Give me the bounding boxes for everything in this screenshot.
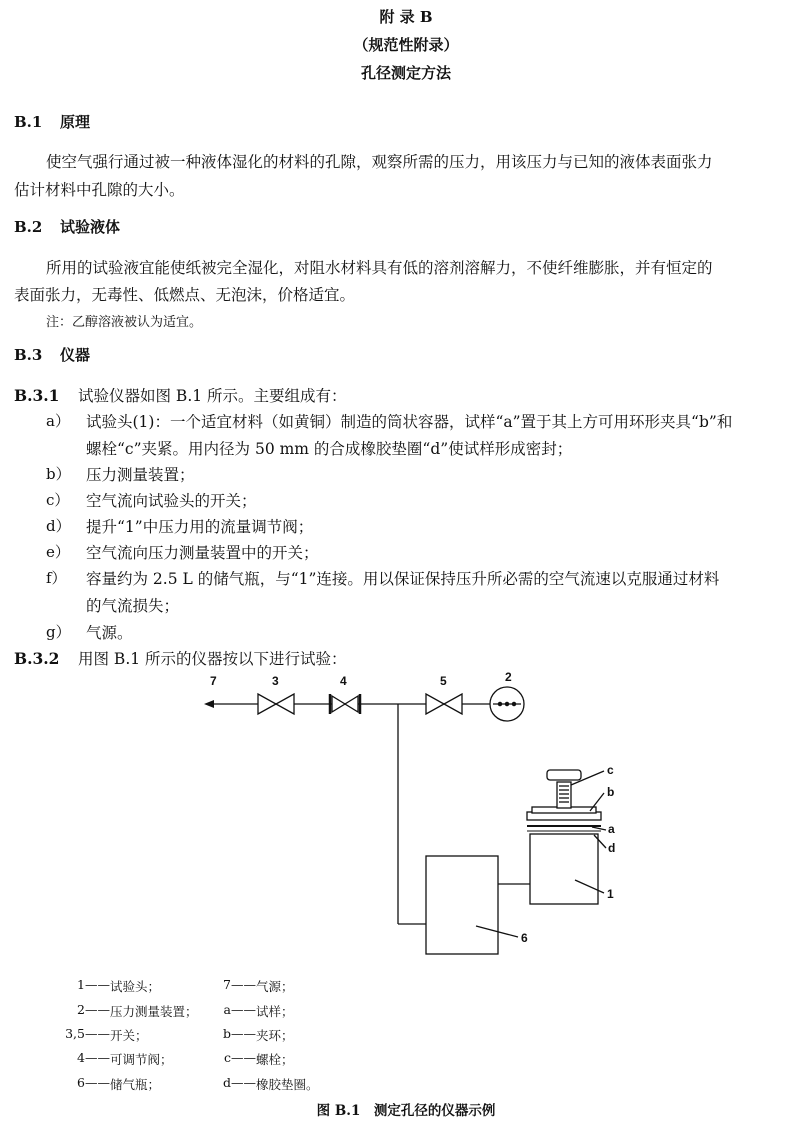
label-6: 6 <box>521 931 528 945</box>
section-title: 原理 <box>60 113 91 131</box>
legend-text: 试样； <box>256 1004 294 1019</box>
list-item-line: 气源。 <box>86 624 133 642</box>
label-c: c <box>607 763 614 777</box>
legend-text: 气源； <box>256 979 294 994</box>
note-text: 注：乙醇溶液被认为适宜。 <box>46 315 203 330</box>
legend-key: 2—— <box>77 1002 110 1017</box>
legend-key-text: 6 <box>77 1075 85 1090</box>
label-4: 4 <box>340 674 347 688</box>
legend-text: 开关； <box>110 1028 148 1043</box>
legend-key: 7—— <box>223 977 256 992</box>
list-item-mark: b） <box>46 465 71 483</box>
label-1: 1 <box>607 887 614 901</box>
section-number: B.3 <box>14 346 43 364</box>
label-d: d <box>608 841 616 855</box>
label-7: 7 <box>210 674 217 688</box>
figure-caption: 图 B.1 测定孔径的仪器示例 <box>316 1103 496 1119</box>
section-title: 试验液体 <box>60 218 121 236</box>
valve-5-icon <box>426 694 444 714</box>
legend-text: 可调节阀； <box>110 1052 173 1067</box>
label-a: a <box>608 822 615 836</box>
legend-text: 储气瓶； <box>110 1077 161 1092</box>
legend-key-text: d <box>222 1075 231 1090</box>
reservoir-6 <box>426 856 498 954</box>
legend-text: 压力测量装置； <box>110 1004 198 1019</box>
paragraph-line: 所用的试验液宜能使纸被完全湿化，对阻水材料具有低的溶剂溶解力，不使纤维膨胀，并有恒定的 <box>46 259 713 277</box>
list-item-line: 螺栓“c”夹紧。用内径为 50 mm 的合成橡胶垫圈“d”使试样形成密封； <box>86 440 573 458</box>
section-title: 仪器 <box>60 346 91 364</box>
label-5: 5 <box>440 674 447 688</box>
legend-key: d—— <box>222 1075 256 1090</box>
section-number: B.1 <box>14 113 43 131</box>
legend-key-text: c <box>223 1050 231 1065</box>
list-item-mark: c） <box>46 491 70 509</box>
list-item-mark: g） <box>46 623 71 641</box>
list-item-line: 容量约为 2.5 L 的储气瓶，与“1”连接。用以保证保持压升所必需的空气流速以克服通过材料 <box>86 570 720 588</box>
legend-key-text: 2 <box>77 1002 85 1017</box>
legend-key-text: 7 <box>223 977 231 992</box>
subsection-text: 试验仪器如图 B.1 所示。主要组成有： <box>78 387 347 405</box>
list-item-line: 的气流损失； <box>86 597 180 615</box>
list-item-line: 压力测量装置； <box>86 466 195 484</box>
label-3: 3 <box>272 674 279 688</box>
valve-3-icon <box>276 694 294 714</box>
page-title: 孔径测定方法 <box>360 64 451 82</box>
legend-text: 夹环； <box>256 1028 294 1043</box>
adjustable-valve-icon <box>345 696 358 712</box>
list-item-line: 空气流向试验头的开关； <box>86 492 257 510</box>
legend-text: 橡胶垫圈。 <box>256 1077 319 1092</box>
legend-key: b—— <box>222 1026 256 1041</box>
legend-key: 4—— <box>77 1050 110 1065</box>
label-b: b <box>607 785 615 799</box>
list-item-mark: e） <box>46 543 70 561</box>
subsection-text: 用图 B.1 所示的仪器按以下进行试验： <box>78 650 347 668</box>
normative-note: （规范性附录） <box>353 36 459 54</box>
paragraph-line: 估计材料中孔隙的大小。 <box>14 181 185 199</box>
subsection-number: B.3.2 <box>14 649 60 668</box>
list-item-mark: d） <box>46 517 71 535</box>
arrow-icon <box>204 700 214 708</box>
legend-key: 3,5—— <box>65 1026 110 1041</box>
list-item-line: 空气流向压力测量装置中的开关； <box>86 544 319 562</box>
valve-3-icon <box>258 694 276 714</box>
legend-key-text: 3,5 <box>65 1026 85 1041</box>
test-head-1 <box>530 834 598 904</box>
legend-key: 6—— <box>77 1075 110 1090</box>
valve-5-icon <box>444 694 462 714</box>
legend-key: a—— <box>223 1002 256 1017</box>
legend-key-text: b <box>222 1026 231 1041</box>
subsection-number: B.3.1 <box>14 386 60 405</box>
paragraph-line: 使空气强行通过被一种液体湿化的材料的孔隙，观察所需的压力，用该压力与已知的液体表面张力 <box>46 153 713 171</box>
list-item-line: 试验头(1)：一个适宜材料（如黄铜）制造的筒状容器，试样“a”置于其上方可用环形夹具“b”和 <box>86 413 733 431</box>
adjustable-valve-icon <box>332 696 345 712</box>
legend-key: c—— <box>223 1050 256 1065</box>
list-item-mark: a） <box>46 412 70 430</box>
legend-key-text: a <box>223 1002 231 1017</box>
appendix-heading: 附 录 B <box>379 8 433 26</box>
list-item-line: 提升“1”中压力用的流量调节阀； <box>86 518 314 536</box>
legend-text: 试验头； <box>110 979 161 994</box>
legend-key-text: 4 <box>77 1050 85 1065</box>
label-2: 2 <box>505 670 512 684</box>
legend-key: 1—— <box>77 977 110 992</box>
section-number: B.2 <box>14 218 43 236</box>
list-item-mark: f） <box>46 569 67 587</box>
legend-text: 螺栓； <box>256 1052 294 1067</box>
paragraph-line: 表面张力，无毒性、低燃点、无泡沫，价格适宜。 <box>14 286 356 304</box>
legend-key-text: 1 <box>77 977 85 992</box>
